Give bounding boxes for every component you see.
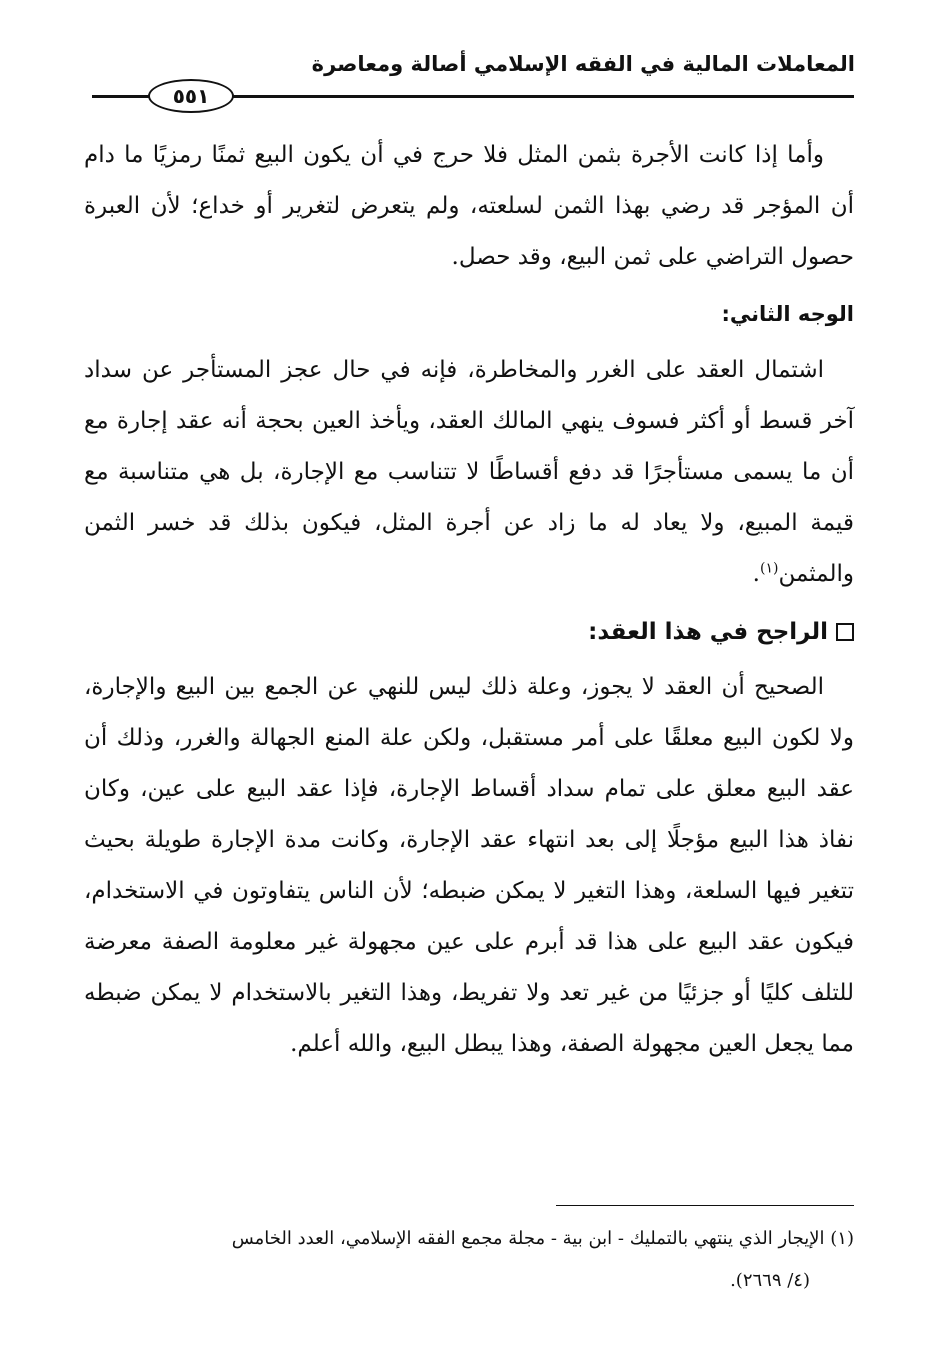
footnote-continuation: (٤/ ٢٦٦٩). [730,1270,810,1291]
page-number: ٥٥١ [172,84,210,108]
footnote-marker: (١) [830,1228,854,1249]
running-title: المعاملات المالية في الفقه الإسلامي أصالة ومعاصرة [311,52,855,76]
paragraph-2-text: اشتمال العقد على الغرر والمخاطرة، فإنه في حال عجز المستأجر عن سداد آخر قسط أو أكثر فسوف ينهي المالك العقد، ويأخذ العين بحجة أنه عقد إجارة مع أن ما يسمى مستأجرًا قد دفع أقساطًا لا تتناسب مع الإجارة، بل هي متناسبة مع قيمة المبيع، ولا يعاد له ما زاد عن أجرة المثل، فيكون بذلك قد خسر الثمن والمثمن [84,357,854,587]
section-heading [84,604,854,660]
paragraph-3: الصحيح أن العقد لا يجوز، وعلة ذلك ليس للنهي عن الجمع بين البيع والإجارة، ولا لكون البيع معلقًا على أمر مستقبل، ولكن علة المنع الجهالة والغرر، وذلك أن عقد البيع معلق على تمام سداد أقساط الإجارة، فإذا عقد البيع على عين، وكان نفاذ هذا البيع مؤجلًا إلى بعد انتهاء عقد الإجارة، وكانت مدة الإجارة طويلة بحيث تتغير فيها السلعة، وهذا التغير لا يمكن ضبطه؛ لأن الناس يتفاوتون في الاستخدام، فيكون عقد البيع على هذا قد أبرم على عين مجهولة غير معلومة الصفة معرضة للتلف كليًا أو جزئيًا من غير تعد ولا تفريط، وهذا التغير بالاستخدام لا يمكن ضبطه مما يجعل العين مجهولة الصفة، وهذا يبطل البيع، والله أعلم. [84,674,854,1057]
page-number-badge [148,79,234,113]
section-heading-text: الراجح في هذا العقد: [588,619,828,645]
footnote [84,1218,854,1302]
square-bullet-icon [836,623,854,641]
footnote-text: الإيجار الذي ينتهي بالتمليك - ابن بية - مجلة مجمع الفقه الإسلامي، العدد الخامس [231,1228,825,1249]
footnote-separator [556,1205,854,1206]
paragraph-2 [84,345,854,600]
main-text [84,130,854,1070]
footnote-reference[interactable]: (١) [759,560,779,577]
paragraph-2-end: . [752,561,760,587]
second-aspect-heading: الوجه الثاني: [721,302,854,326]
footnote-line [84,1218,854,1260]
paragraph-1: وأما إذا كانت الأجرة بثمن المثل فلا حرج في أن يكون البيع ثمنًا رمزيًا ما دام أن المؤجر قد رضي بهذا الثمن لسلعته، ولم يتعرض لتغرير أو خداع؛ لأن العبرة حصول التراضي على ثمن البيع، وقد حصل. [84,142,854,270]
